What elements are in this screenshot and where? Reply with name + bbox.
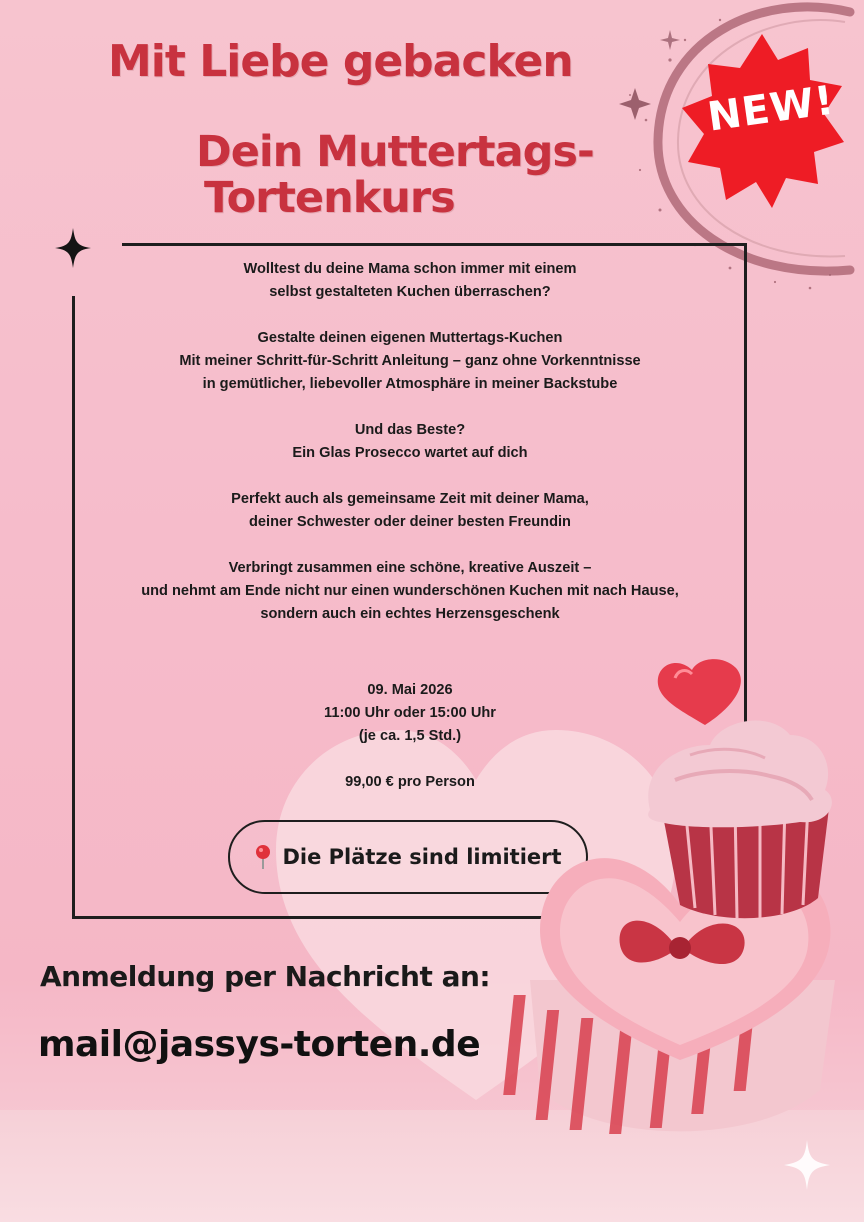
together-line: sondern auch ein echtes Herzensgeschenk xyxy=(260,606,560,622)
event-times: 11:00 Uhr oder 15:00 Uhr xyxy=(324,705,496,721)
limited-seats-label: Die Plätze sind limitiert xyxy=(282,845,562,869)
pin-icon xyxy=(254,844,272,870)
perfect-line: Perfekt auch als gemeinsame Zeit mit deiner Mama, xyxy=(231,491,589,507)
event-price: 99,00 € pro Person xyxy=(345,774,475,790)
intro-line: Wolltest du deine Mama schon immer mit einem xyxy=(243,261,577,277)
frame-left xyxy=(72,296,75,919)
design-line: in gemütlicher, liebevoller Atmosphäre in meiner Backstube xyxy=(202,376,618,392)
event-date: 09. Mai 2026 xyxy=(367,682,453,698)
course-title-line-2: Tortenkurs xyxy=(204,173,455,223)
signup-email-link[interactable]: mail@jassys-torten.de xyxy=(38,1024,481,1065)
intro-line: selbst gestalteten Kuchen überraschen? xyxy=(269,284,551,300)
headline: Mit Liebe gebacken xyxy=(108,36,573,87)
new-badge-label: NEW! xyxy=(704,77,838,141)
event-duration: (je ca. 1,5 Std.) xyxy=(358,728,462,744)
sparkle-icon xyxy=(784,1140,830,1190)
highlight-line: Ein Glas Prosecco wartet auf dich xyxy=(292,445,528,461)
course-title-line-1: Dein Muttertags- xyxy=(196,127,594,177)
frame-top xyxy=(122,243,747,246)
together-line: und nehmt am Ende nicht nur einen wunderschönen Kuchen mit nach Hause, xyxy=(141,583,679,599)
design-line: Mit meiner Schritt-für-Schritt Anleitung – ganz ohne Vorkenntnisse xyxy=(179,353,641,369)
together-line: Verbringt zusammen eine schöne, kreative Auszeit – xyxy=(228,560,592,576)
perfect-line: deiner Schwester oder deiner besten Freundin xyxy=(249,514,571,530)
signup-label: Anmeldung per Nachricht an: xyxy=(40,960,491,993)
highlight-line: Und das Beste? xyxy=(354,422,466,438)
design-line: Gestalte deinen eigenen Muttertags-Kuchen xyxy=(257,330,563,346)
heart-cake-cupcake-illustration xyxy=(500,650,850,1150)
